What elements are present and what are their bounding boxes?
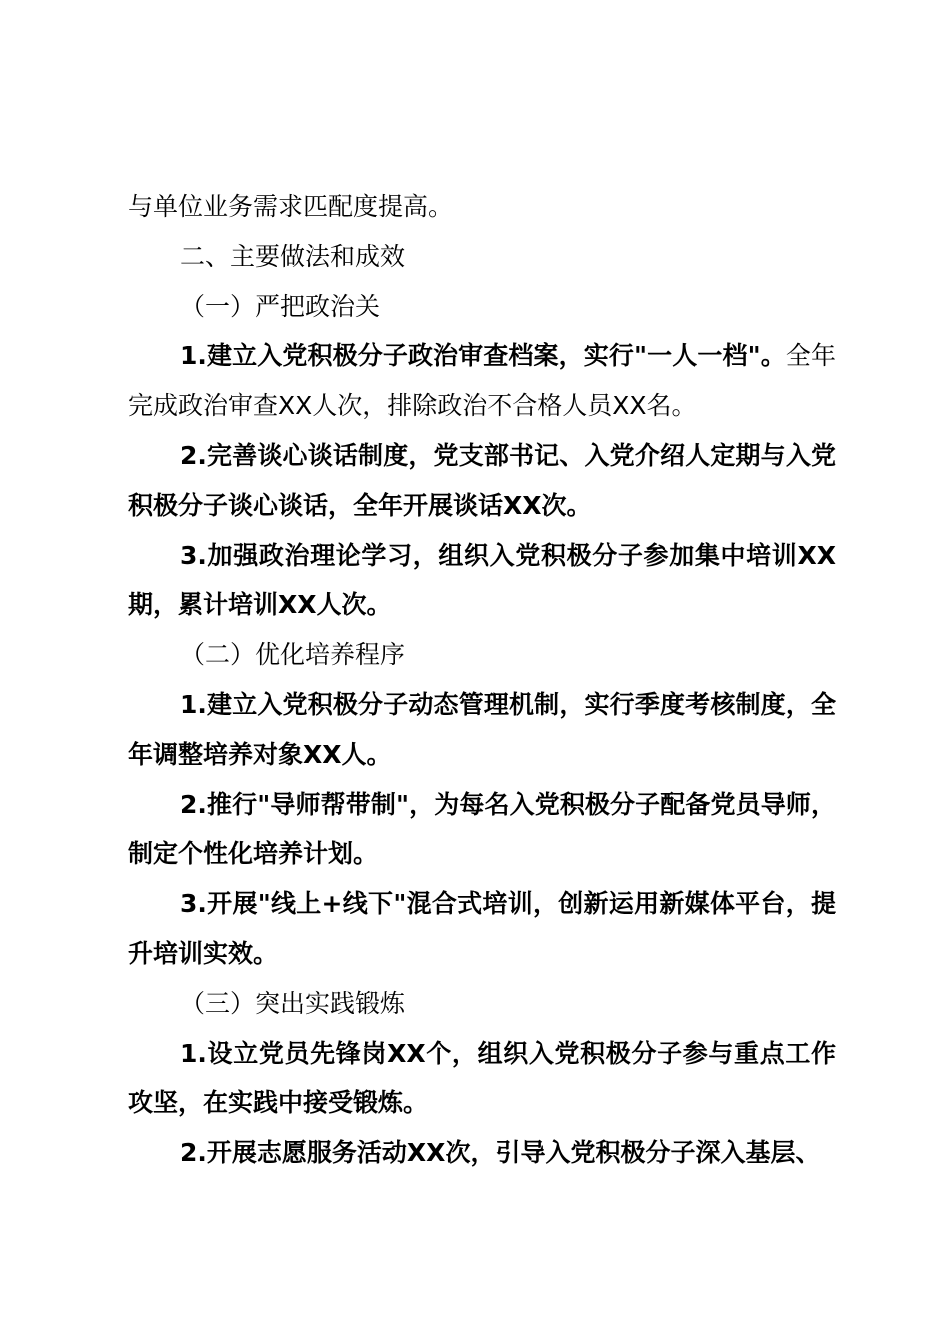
subheading-practice-training [128, 979, 836, 1029]
heading-text: （三）突出实践锻炼 [180, 988, 406, 1018]
paragraph-continuation [128, 182, 836, 232]
document-body [128, 182, 836, 1178]
paragraph-lead: 1.设立党员先锋岗XX个，组织入党积极分子参与重点工作攻坚，在实践中接受锻炼。 [128, 1038, 836, 1118]
paragraph-lead: 2.开展志愿服务活动XX次，引导入党积极分子深入基层、 [180, 1138, 821, 1168]
subheading-training-process [128, 630, 836, 680]
paragraph-lead: 2.完善谈心谈话制度，党支部书记、入党介绍人定期与入党积极分子谈心谈话，全年开展谈话XX次。 [128, 440, 836, 520]
paragraph-lead: 3.加强政治理论学习，组织入党积极分子参加集中培训XX期，累计培训XX人次。 [128, 540, 836, 620]
paragraph-lead: 2.推行"导师帮带制"，为每名入党积极分子配备党员导师，制定个性化培养计划。 [128, 789, 836, 869]
paragraph-item-1 [128, 331, 836, 431]
paragraph-item-3 [128, 531, 836, 631]
paragraph-lead: 1.建立入党积极分子政治审查档案，实行"一人一档"。 [180, 341, 786, 371]
subheading-political-review [128, 282, 836, 332]
paragraph-item-2 [128, 1128, 836, 1178]
paragraph-item-1 [128, 680, 836, 780]
paragraph-item-1 [128, 1029, 836, 1129]
paragraph-item-3 [128, 879, 836, 979]
section-heading-main-practices [128, 232, 836, 282]
paragraph-lead: 1.建立入党积极分子动态管理机制，实行季度考核制度，全年调整培养对象XX人。 [128, 689, 836, 769]
heading-text: 二、主要做法和成效 [180, 241, 406, 271]
paragraph-lead: 3.开展"线上+线下"混合式培训，创新运用新媒体平台，提升培训实效。 [128, 889, 836, 968]
paragraph-item-2 [128, 780, 836, 880]
heading-text: （二）优化培养程序 [180, 640, 406, 670]
paragraph-item-2 [128, 431, 836, 531]
heading-text: （一）严把政治关 [180, 291, 381, 321]
paragraph-text: 与单位业务需求匹配度提高。 [128, 192, 454, 221]
paragraph-text: 全年完成政治审查XX人次，排除政治不合格人员XX名。 [128, 341, 836, 421]
